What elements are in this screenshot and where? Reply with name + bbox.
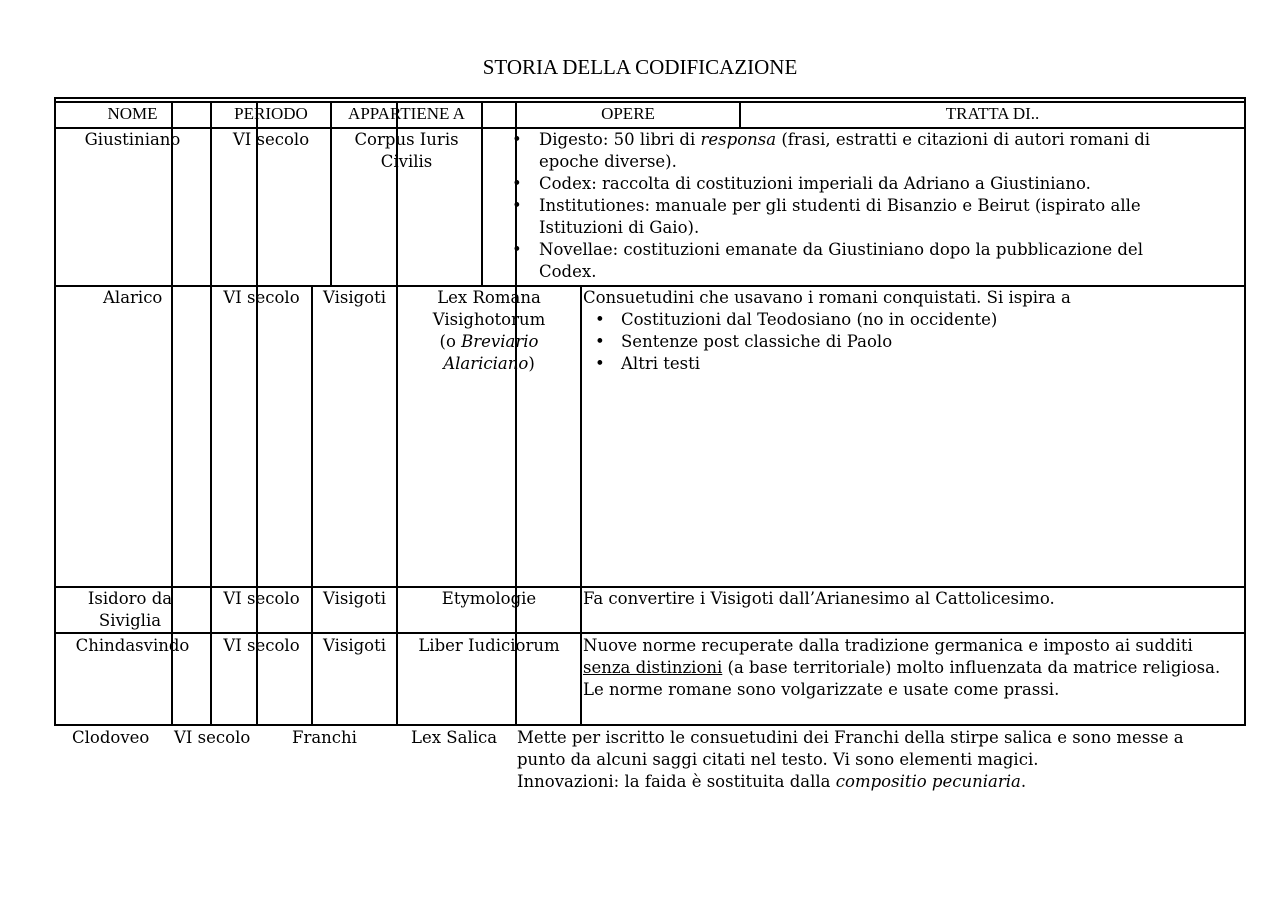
row-appartiene: Visigoti [322,288,387,307]
row-periodo: VI secolo [174,728,251,747]
row-tratta: Consuetudini che usavano i romani conquistati. Si ispira a • Costituzioni dal Teodosiano (no in occidente) • Sentenze post classiche di Paolo • Altri testi [583,287,1243,375]
list-item: • Codex: raccolta di costituzioni imperiali da Adriano a Giustiniano. [516,173,1202,195]
row-opera: Lex Salica [411,728,498,747]
list-item: • Novellae: costituzioni emanate da Giustiniano dopo la pubblicazione del Codex. [516,239,1202,283]
row-nome: Chindasvindo [75,636,190,655]
row-tratta: Mette per iscritto le consuetudini dei Franchi della stirpe salica e sono messe a punto da alcuni saggi citati nel testo. Vi sono elementi magici. Innovazioni: la faida è sostituita dalla compositio pecuniaria. [517,728,1184,791]
list-item: • Institutiones: manuale per gli studenti di Bisanzio e Beirut (ispirato alle Istituzioni di Gaio). [516,195,1202,239]
row-tratta: Nuove norme recuperate dalla tradizione germanica e imposto ai sudditi senza distinzioni (a base territoriale) molto influenzata da matrice religiosa. Le norme romane sono volgarizzate e usate come prassi. [583,636,1221,699]
row-opera: Etymologie [441,589,537,608]
header-nome: NOME [107,104,158,123]
row-nome: Alarico [103,288,163,307]
row-periodo: VI secolo [223,589,300,608]
header-appartiene: APPARTIENE A [348,104,465,123]
row-periodo: VI secolo [232,130,310,149]
header-periodo: PERIODO [234,104,308,123]
row-periodo: VI secolo [223,288,300,307]
list-item: • Costituzioni dal Teodosiano (no in occidente) [583,309,1243,331]
row-opera: Lex Romana Visighotorum (o Breviario Alariciano) [432,288,546,373]
row-appartiene: Visigoti [322,636,387,655]
list-item: • Digesto: 50 libri di responsa (frasi, estratti e citazioni di autori romani di epoche diverse). [516,129,1202,173]
row-appartiene: Visigoti [322,589,387,608]
row-nome: Giustiniano [84,130,181,149]
page-title: STORIA DELLA CODIFICAZIONE [482,55,798,79]
row-periodo: VI secolo [223,636,300,655]
row-appartiene: Corpus Iuris Civilis [354,130,459,171]
row-appartiene: Franchi [292,728,357,747]
list-item: • Altri testi [583,353,1243,375]
header-opere: OPERE [601,104,655,123]
row-nome: Clodoveo [72,728,150,747]
list-item: • Sentenze post classiche di Paolo [583,331,1243,353]
row-nome: Isidoro da Siviglia [87,589,173,630]
row-tratta: Fa convertire i Visigoti dall’Arianesimo al Cattolicesimo. [583,589,1055,608]
opere-list [516,129,1202,283]
header-tratta: TRATTA DI.. [945,104,1040,123]
row-opera: Liber Iudiciorum [418,636,560,655]
